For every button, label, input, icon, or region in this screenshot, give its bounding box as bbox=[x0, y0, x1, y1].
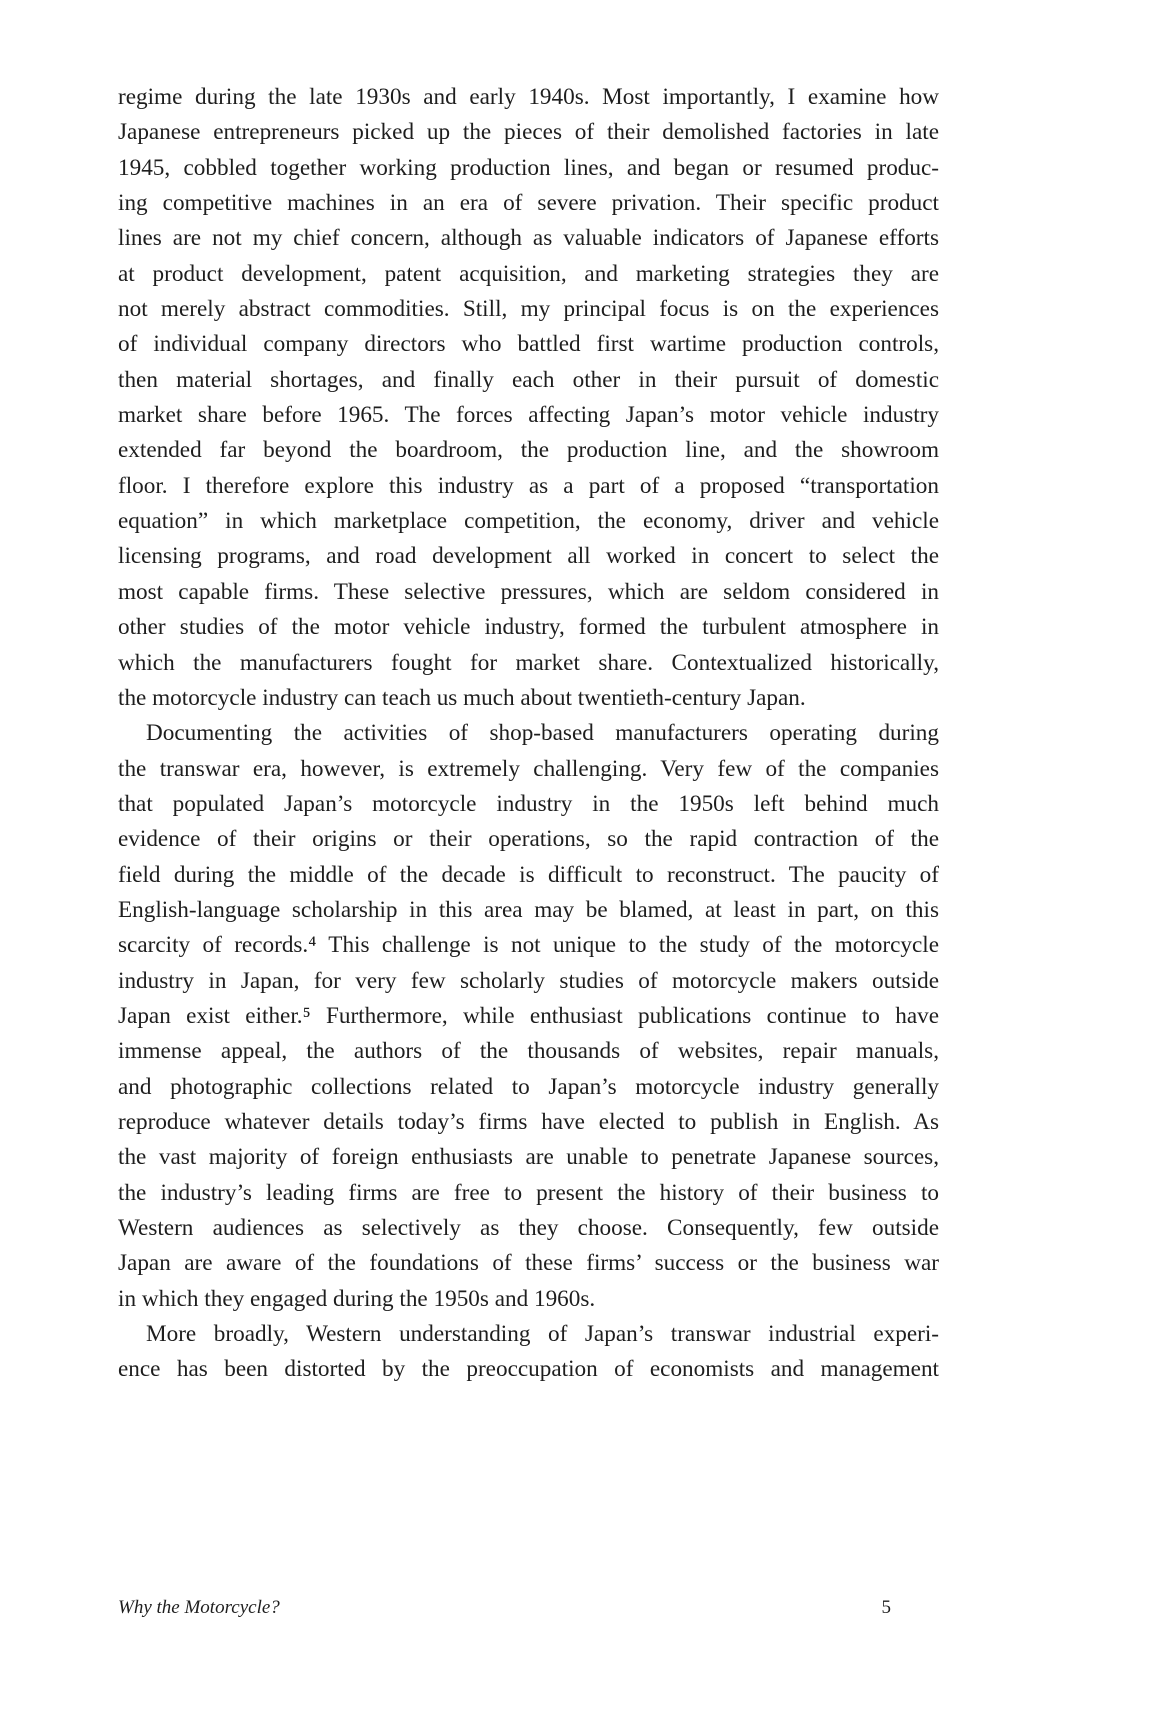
text-line: market share before 1965. The forces affecting Japan’s motor vehicle industry bbox=[118, 402, 939, 429]
paragraph-start-line: More broadly, Western understanding of Japan’s transwar industrial experi- bbox=[146, 1321, 939, 1348]
text-line: the industry’s leading firms are free to present the history of their business to bbox=[118, 1179, 939, 1206]
text-line: English-language scholarship in this area may be blamed, at least in part, on this bbox=[118, 896, 939, 923]
text-line: licensing programs, and road development all worked in concert to select the bbox=[118, 543, 939, 570]
text-line: Japan exist either.⁵ Furthermore, while enthusiast publications continue to have bbox=[118, 1002, 939, 1029]
text-line: 1945, cobbled together working production lines, and began or resumed produc- bbox=[118, 154, 939, 181]
text-line: the transwar era, however, is extremely challenging. Very few of the companies bbox=[118, 755, 939, 782]
text-line: Western audiences as selectively as they choose. Consequently, few outside bbox=[118, 1215, 939, 1241]
text-line: equation” in which marketplace competition, the economy, driver and vehicle bbox=[118, 508, 939, 535]
text-line: other studies of the motor vehicle industry, formed the turbulent atmosphere in bbox=[118, 614, 939, 641]
text-line: field during the middle of the decade is difficult to reconstruct. The paucity of bbox=[118, 861, 939, 888]
text-line: floor. I therefore explore this industry as a part of a proposed “transportation bbox=[118, 472, 939, 499]
paragraph-start-line: Documenting the activities of shop-based manufacturers operating during bbox=[146, 720, 939, 747]
text-line: in which they engaged during the 1950s and 1960s. bbox=[118, 1285, 596, 1312]
text-line: industry in Japan, for very few scholarly studies of motorcycle makers outside bbox=[118, 967, 939, 994]
text-line: evidence of their origins or their operations, so the rapid contraction of the bbox=[118, 826, 939, 853]
text-line: reproduce whatever details today’s firms have elected to publish in English. As bbox=[118, 1108, 939, 1135]
text-line: not merely abstract commodities. Still, my principal focus is on the experiences bbox=[118, 296, 939, 323]
text-line: and photographic collections related to Japan’s motorcycle industry generally bbox=[118, 1073, 939, 1100]
text-line: the vast majority of foreign enthusiasts are unable to penetrate Japanese sources, bbox=[118, 1144, 939, 1171]
text-line: that populated Japan’s motorcycle industry in the 1950s left behind much bbox=[118, 790, 939, 817]
text-line: the motorcycle industry can teach us much about twentieth-century Japan. bbox=[118, 684, 806, 711]
text-line: which the manufacturers fought for market share. Contextualized historically, bbox=[118, 649, 939, 676]
text-line: extended far beyond the boardroom, the production line, and the showroom bbox=[118, 437, 939, 464]
text-line: Japan are aware of the foundations of these firms’ success or the business war bbox=[118, 1250, 939, 1277]
page-number: 5 bbox=[881, 1597, 891, 1618]
text-line: regime during the late 1930s and early 1940s. Most importantly, I examine how bbox=[118, 84, 939, 110]
text-line: Japanese entrepreneurs picked up the pieces of their demolished factories in late bbox=[118, 119, 939, 146]
page-footer bbox=[118, 1597, 891, 1619]
text-line: ing competitive machines in an era of severe privation. Their specific product bbox=[118, 190, 939, 217]
body-text bbox=[118, 80, 939, 1388]
text-line: ence has been distorted by the preoccupation of economists and management bbox=[118, 1356, 939, 1383]
text-line: most capable firms. These selective pressures, which are seldom considered in bbox=[118, 578, 939, 605]
running-head: Why the Motorcycle? bbox=[118, 1597, 280, 1618]
text-line: lines are not my chief concern, although as valuable indicators of Japanese efforts bbox=[118, 225, 939, 252]
text-line: at product development, patent acquisition, and marketing strategies they are bbox=[118, 260, 939, 287]
text-line: then material shortages, and finally each other in their pursuit of domestic bbox=[118, 366, 939, 393]
text-line: immense appeal, the authors of the thousands of websites, repair manuals, bbox=[118, 1038, 939, 1065]
text-line: of individual company directors who battled first wartime production controls, bbox=[118, 331, 939, 358]
text-line: scarcity of records.⁴ This challenge is not unique to the study of the motorcycle bbox=[118, 932, 939, 959]
